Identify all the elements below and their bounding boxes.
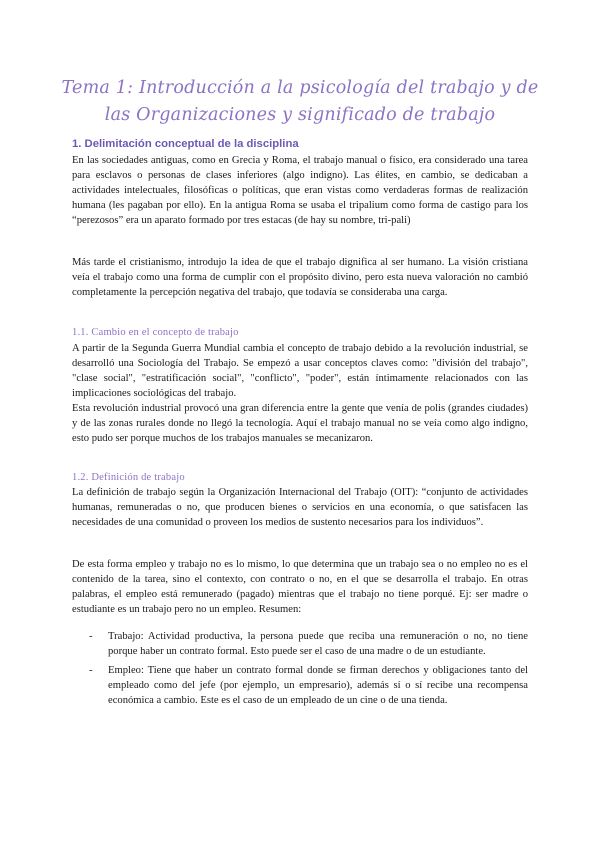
section-heading-1-2: 1.2. Definición de trabajo (72, 472, 185, 483)
section-heading-1-1: 1.1. Cambio en el concepto de trabajo (72, 327, 239, 338)
list-item-text: Trabajo: Actividad productiva, la persona puede que reciba una remuneración o no, no tiene porque haber un contrato formal. Esto puede ser el caso de una madre o de un estudiante. (108, 631, 528, 657)
list-item-trabajo (72, 629, 528, 659)
paragraph-revolucion-industrial: Esta revolución industrial provocó una gran diferencia entre la gente que venía de polis (grandes ciudades) y de las zonas rurales donde no llegó la tecnología. Aquí el trabajo manual no se veía como algo indigno, esto pudo ser porque muchos de los trabajos manuales se mecanizaron. (72, 403, 528, 444)
list-item-text: Empleo: Tiene que haber un contrato formal donde se firman derechos y obligaciones tanto del empleado como del jefe (por ejemplo, un empresario), además sí o sí recibe una recompensa económica a cambio. Este es el caso de un empleado de un cine o de una tienda. (108, 665, 528, 706)
paragraph-antiguedad: En las sociedades antiguas, como en Grecia y Roma, el trabajo manual o físico, era considerado una tarea para esclavos o personas de clases inferiores (algo indigno). Las élites, en cambio, se dedicaban a actividades intelectuales, filosóficas o políticas, que eran vistas como verdaderas formas de realización humana (les pagaban por ello). En la antigua Roma se usaba el tripalium como forma de castigo para los “perezosos” era un aparato formado por tres estacas (de hay su nombre, tri-pali) (72, 155, 528, 226)
paragraph-cristianismo: Más tarde el cristianismo, introdujo la idea de que el trabajo dignifica al ser humano. La visión cristiana veía el trabajo como una forma de cumplir con el propósito divino, pero esta nueva valoración no cambió completamente la percepción negativa del trabajo, que todavía se consideraba una carga. (72, 257, 528, 298)
list-item-empleo (72, 663, 528, 708)
paragraph-segunda-guerra: A partir de la Segunda Guerra Mundial cambia el concepto de trabajo debido a la revolución industrial, se desarrolló una Sociología del Trabajo. Se empezó a usar conceptos claves como: "división del trabajo", "clase social", "estratificación social", "conflicto", "poder", están íntimamente relacionados con las implicaciones sociológicas del trabajo. (72, 343, 528, 399)
bullet-marker: - (89, 665, 93, 676)
bullet-marker: - (89, 631, 93, 642)
document-title: Tema 1: Introducción a la psicología del trabajo y de las Organizaciones y significado de trabajo (61, 78, 539, 125)
section-heading-1: 1. Delimitación conceptual de la disciplina (72, 138, 299, 150)
paragraph-definicion-oit: La definición de trabajo según la Organización Internacional del Trabajo (OIT): “conjunto de actividades humanas, remuneradas o no, que producen bienes o servicios en una economía, o que satisfacen las necesidades de una comunidad o proveen los medios de sustento necesarios para los individuos”. (72, 487, 528, 528)
summary-list (72, 629, 528, 712)
paragraph-empleo-vs-trabajo: De esta forma empleo y trabajo no es lo mismo, lo que determina que un trabajo sea o no empleo no es el contenido de la tarea, sino el contexto, con contrato o no, en el que se desarrolla el trabajo. En otras palabras, el empleo está remunerado (pagado) mientras que el trabajo no tiene porqué. Ej: ser madre o estudiante es un trabajo pero no un empleo. Resumen: (72, 559, 528, 615)
